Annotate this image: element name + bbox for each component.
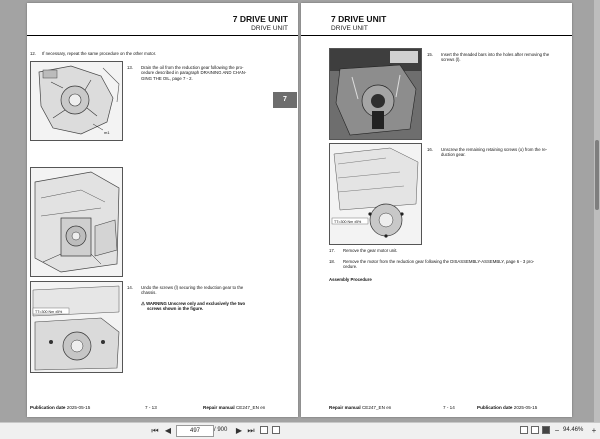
chapter-subtitle: DRIVE UNIT: [251, 25, 288, 32]
step-15-line-2: screws (l).: [441, 57, 461, 63]
figure-reduction-gear-drawing: [31, 168, 122, 276]
step-14-text: [141, 285, 291, 296]
fit-width-icon[interactable]: [520, 426, 528, 434]
vertical-scrollbar[interactable]: [594, 0, 600, 422]
warning-icon: ⚠: [141, 301, 145, 306]
footer-manual-code: CE247_EN en: [235, 405, 266, 410]
fit-page-icon[interactable]: [531, 426, 539, 434]
step-17-number: 17.: [329, 248, 335, 253]
dark-mode-icon[interactable]: [542, 426, 550, 434]
assembly-heading: Assembly Procedure: [329, 277, 372, 282]
zoom-in-button[interactable]: +: [591, 426, 597, 435]
footer-date-label: Publication date: [30, 405, 66, 410]
footer-manual-label: Repair manual: [203, 405, 235, 410]
figure-threaded-bars-drawing: [330, 49, 421, 139]
step-12-text: If necessary, repeat the same procedure on the other motor.: [42, 51, 157, 56]
figure-reduction-gear: [30, 167, 123, 277]
step-15-line-1: Insert the threaded bars into the holes after removing the: [441, 52, 550, 57]
torque-label: TT=300 Nm ±5%: [35, 310, 63, 314]
page-7-14: [301, 3, 572, 417]
figure-threaded-bars: [329, 48, 422, 140]
page-7-13: [27, 3, 298, 417]
step-16-line-1: Unscrew the remaining retaining screws (o) from the re-: [441, 147, 548, 152]
footer-page-number: 7 - 14: [443, 405, 455, 410]
warning-note: [141, 301, 291, 312]
step-16-number: 16.: [427, 147, 433, 152]
scrollbar-thumb[interactable]: [595, 140, 599, 210]
step-18-text: [343, 259, 569, 270]
zoom-level[interactable]: 94.46%: [563, 427, 584, 433]
page-number-input[interactable]: 497: [176, 425, 214, 437]
footer-date-value: 2025-05-15: [513, 405, 538, 410]
step-15-text: [441, 52, 569, 63]
footer-manual: [203, 405, 265, 410]
step-18-line-2: cedure.: [343, 264, 358, 270]
warning-line-2: screws shown in the figure.: [147, 306, 204, 312]
footer-date-value: 2025-05-15: [66, 405, 91, 410]
footer-manual: [329, 405, 391, 410]
step-13-line-3: GING THE OIL, page 7 - 2.: [141, 75, 193, 81]
footer-publication-date: [30, 405, 90, 410]
last-page-button[interactable]: ⏭: [247, 426, 255, 435]
warning-line-1: WARNING Unscrew only and exclusively the two: [146, 301, 246, 306]
chapter-subtitle: DRIVE UNIT: [331, 25, 368, 32]
total-pages-label: / 900: [214, 427, 228, 433]
step-13-number: 13.: [127, 65, 133, 70]
torque-label: TT=300 Nm ±5%: [334, 220, 362, 224]
step-14-line-2: chassis.: [141, 290, 157, 296]
step-15-number: 15.: [427, 52, 433, 57]
figure-drain-oil: [30, 61, 123, 141]
step-17-text: Remove the gear motor unit.: [343, 248, 398, 253]
step-18-line-1: Remove the motor from the reduction gear following the DISASSEMBLY-ASSEMBLY, page 6 - 3 pro-: [343, 259, 535, 264]
step-13-line-1: Drain the oil from the reduction gear following the pro-: [141, 65, 244, 70]
chapter-tab[interactable]: 7: [273, 92, 297, 108]
step-12-number: 12.: [30, 51, 36, 56]
footer-date-label: Publication date: [477, 405, 513, 410]
header-rule: [27, 35, 298, 36]
chapter-title: 7 DRIVE UNIT: [232, 14, 288, 24]
step-13-line-2: cedure described in paragraph DRAINING AND CHAN-: [141, 70, 247, 76]
figure-retaining-screws-drawing: [330, 144, 421, 244]
single-page-view-icon[interactable]: [260, 426, 268, 434]
step-14-number: 14.: [127, 285, 133, 290]
figure-drain-oil-drawing: [31, 62, 122, 140]
footer-manual-label: Repair manual: [329, 405, 361, 410]
step-18-number: 18.: [329, 259, 335, 264]
step-13-text: [141, 65, 291, 81]
chapter-title: 7 DRIVE UNIT: [331, 14, 387, 24]
figure-screws-drawing: [31, 282, 122, 372]
step-16-line-2: duction gear.: [441, 152, 466, 158]
previous-page-button[interactable]: ◀: [164, 426, 172, 435]
two-page-view-icon[interactable]: [272, 426, 280, 434]
step-16-text: [441, 147, 569, 158]
footer-page-number: 7 - 13: [145, 405, 157, 410]
header-rule: [301, 35, 572, 36]
figure-label-m1: m1: [104, 130, 110, 135]
figure-retaining-screws: [329, 143, 422, 245]
footer-manual-code: CE247_EN en: [361, 405, 392, 410]
viewer-toolbar: [0, 422, 600, 439]
next-page-button[interactable]: ▶: [235, 426, 243, 435]
first-page-button[interactable]: ⏮: [151, 426, 159, 435]
step-14-line-1: Undo the screws (l) securing the reduction gear to the: [141, 285, 244, 290]
figure-screws: [30, 281, 123, 373]
zoom-out-button[interactable]: −: [554, 426, 560, 435]
footer-publication-date: [477, 405, 537, 410]
